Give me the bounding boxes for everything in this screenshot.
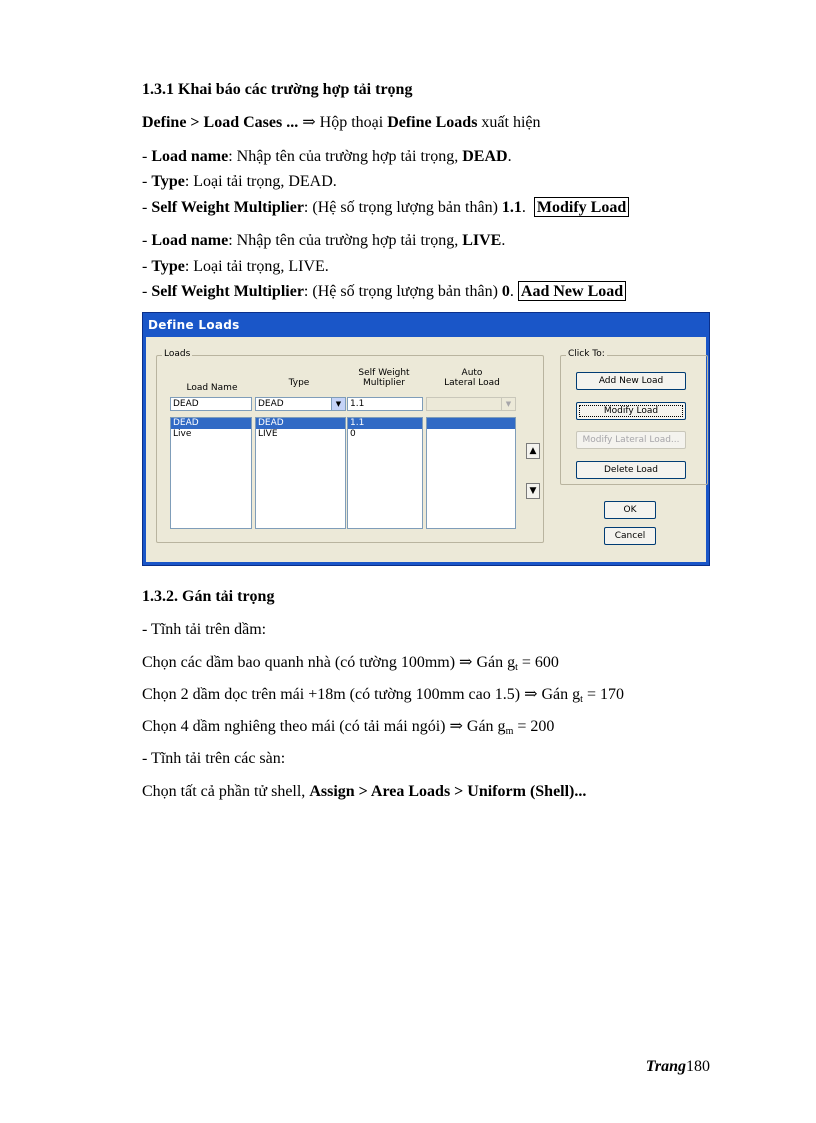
col-header-self-weight-line2: Multiplier	[363, 378, 405, 388]
list-item[interactable]: Live	[173, 429, 192, 439]
chevron-down-icon[interactable]: ▼	[331, 398, 345, 410]
col-header-self-weight	[346, 368, 422, 388]
type-dropdown[interactable]	[255, 397, 346, 411]
dialog-title: Define Loads	[148, 318, 240, 332]
list-item[interactable]: LIVE	[258, 429, 278, 439]
click-to-caption: Click To:	[568, 349, 605, 359]
dead-type-line: - Type: Loại tải trọng, DEAD.	[142, 173, 337, 190]
beam-dead-load-label: - Tĩnh tải trên dầm:	[142, 621, 267, 638]
add-new-load-boxed-label: Aad New Load	[518, 281, 626, 301]
self-weight-multiplier-input[interactable]: 1.1	[347, 397, 423, 411]
type-label: Type	[151, 258, 185, 275]
cancel-button[interactable]: Cancel	[604, 527, 656, 545]
type-text: : Loại tải trọng, DEAD.	[184, 173, 337, 190]
page-number: 180	[686, 1058, 710, 1075]
modify-load-boxed-label: Modify Load	[534, 197, 629, 217]
delete-load-button[interactable]: Delete Load	[576, 461, 686, 479]
col-header-auto-line1: Auto	[461, 368, 483, 378]
menu-path-line	[142, 113, 541, 133]
dead-swm-line: - Self Weight Multiplier: (Hệ số trọng lượng bản thân) 1.1. Modify Load	[142, 198, 629, 218]
type-text: : Loại tải trọng, LIVE.	[184, 258, 329, 275]
multiplier-list[interactable]	[347, 417, 423, 529]
load-name-value: DEAD	[462, 148, 508, 165]
type-list[interactable]	[255, 417, 346, 529]
add-new-load-button[interactable]: Add New Load	[576, 372, 686, 390]
dead-load-name-line: - Load name: Nhập tên của trường hợp tải trọng, DEAD.	[142, 148, 512, 165]
col-header-auto-line2: Lateral Load	[444, 378, 500, 388]
live-type-line: - Type: Loại tải trọng, LIVE.	[142, 258, 329, 275]
auto-lateral-dropdown	[426, 397, 516, 411]
swm-text: : (Hệ số trọng lượng bản thân)	[303, 199, 502, 216]
list-item[interactable]: DEAD	[256, 418, 345, 429]
load-name-list[interactable]	[170, 417, 252, 529]
dialog-text-post: xuất hiện	[477, 114, 541, 131]
ok-button[interactable]: OK	[604, 501, 656, 519]
list-item[interactable]	[427, 418, 515, 429]
list-item[interactable]: 1.1	[348, 418, 422, 429]
type-label: Type	[151, 173, 185, 190]
swm-text: : (Hệ số trọng lượng bản thân)	[303, 283, 502, 300]
col-header-load-name: Load Name	[186, 383, 238, 393]
swm-label: Self Weight Multiplier	[151, 283, 304, 300]
modify-load-label: Modify Load	[579, 405, 683, 417]
loads-group-caption: Loads	[164, 349, 191, 359]
menu-path: Define > Load Cases ...	[142, 114, 299, 131]
col-header-type: Type	[288, 378, 310, 388]
dialog-text-pre: Hộp thoại	[315, 114, 388, 131]
move-down-button[interactable]	[526, 483, 540, 499]
page-label: Trang	[645, 1058, 686, 1075]
arrow-down-icon: ▼	[529, 486, 537, 496]
list-item[interactable]: DEAD	[171, 418, 251, 429]
arrow-up-icon: ▲	[529, 446, 537, 456]
load-name-value: LIVE	[462, 232, 502, 249]
dialog-name: Define Loads	[387, 114, 478, 131]
text-line: Chọn các dầm bao quanh nhà (có tường 100mm) ⇒ Gán $g_t = 600$	[142, 654, 559, 673]
swm-value: 1.1	[501, 199, 522, 216]
col-header-auto-lateral	[426, 368, 518, 388]
modify-lateral-load-button[interactable]: Modify Lateral Load...	[576, 431, 686, 449]
slab-dead-load-label: - Tĩnh tải trên các sàn:	[142, 750, 286, 767]
load-name-label: Load name	[151, 148, 229, 165]
chevron-down-icon: ▼	[501, 398, 515, 410]
text-line: Chọn tất cả phần tử shell, Assign > Area Loads > Uniform (Shell)...	[142, 783, 587, 800]
page-footer	[646, 1058, 710, 1076]
move-up-button[interactable]	[526, 443, 540, 459]
swm-value: 0	[501, 283, 510, 300]
arrow-symbol: ⇒	[302, 114, 316, 131]
load-name-text: : Nhập tên của trường hợp tải trọng,	[228, 148, 463, 165]
section-heading-2: 1.3.2. Gán tải trọng	[142, 588, 275, 605]
text-line: Chọn 2 dầm dọc trên mái +18m (có tường 100mm cao 1.5) ⇒ Gán $g_t = 170$	[142, 686, 624, 705]
type-dropdown-value: DEAD	[258, 399, 284, 409]
dialog-body	[146, 337, 706, 562]
list-item[interactable]: 0	[350, 429, 356, 439]
load-name-text: : Nhập tên của trường hợp tải trọng,	[228, 232, 463, 249]
auto-lateral-list[interactable]	[426, 417, 516, 529]
load-name-label: Load name	[151, 232, 229, 249]
modify-load-button[interactable]	[576, 402, 686, 420]
text-line: Chọn 4 dầm nghiêng theo mái (có tải mái ngói) ⇒ Gán $g_m = 200$	[142, 718, 555, 737]
section-heading-1: 1.3.1 Khai báo các trường hợp tải trọng	[142, 81, 413, 98]
load-name-input[interactable]: DEAD	[170, 397, 252, 411]
col-header-self-weight-line1: Self Weight	[358, 368, 410, 378]
swm-label: Self Weight Multiplier	[151, 199, 304, 216]
live-swm-line: - Self Weight Multiplier: (Hệ số trọng lượng bản thân) 0. Aad New Load	[142, 282, 626, 302]
define-loads-dialog	[142, 312, 710, 566]
live-load-name-line: - Load name: Nhập tên của trường hợp tải trọng, LIVE.	[142, 232, 506, 249]
